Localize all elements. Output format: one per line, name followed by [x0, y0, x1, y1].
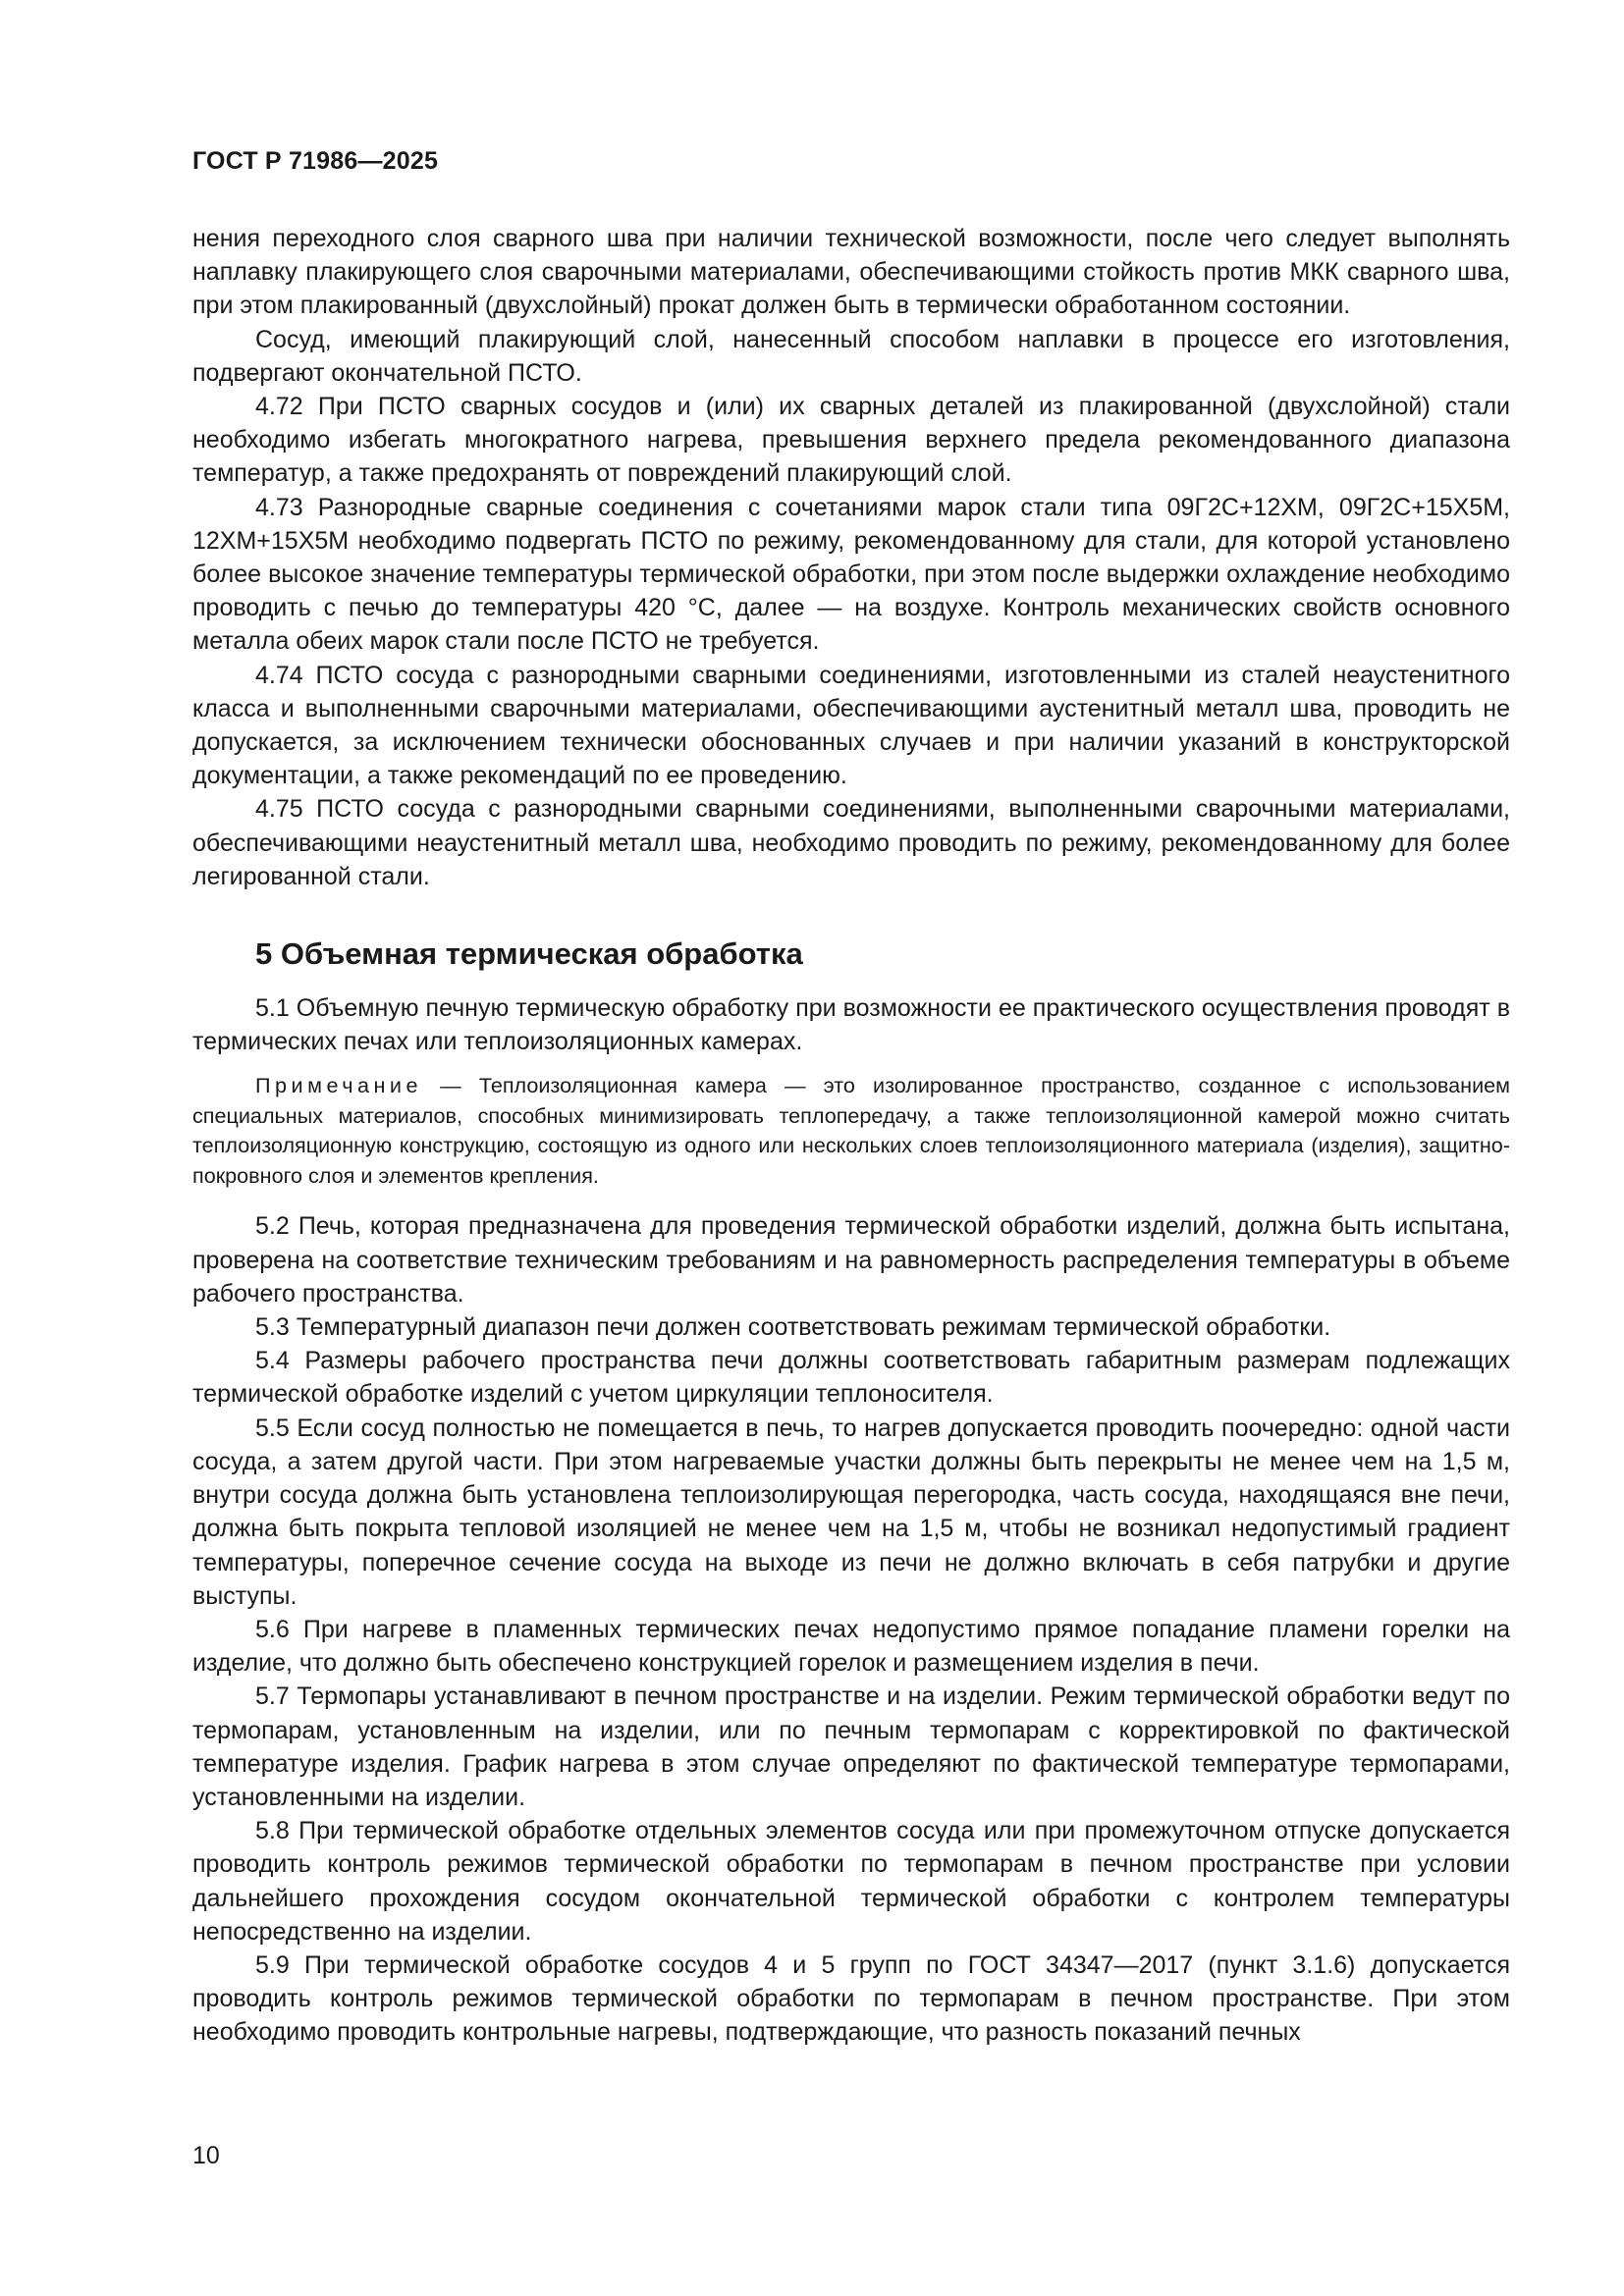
paragraph-5-9: 5.9 При термической обработке сосудов 4 и 5 групп по ГОСТ 34347—2017 (пункт 3.1.6) допускается проводить контроль режимов термической обработки по термопарам в печном пространстве. При этом необходимо проводить контрольные нагревы, подтверждающие, что разность показаний печных [192, 1950, 1510, 2047]
paragraph-4-73: 4.73 Разнородные сварные соединения с сочетаниями марок стали типа 09Г2С+12ХМ, 09Г2С+15Х5М, 12ХМ+15Х5М необходимо подвергать ПСТО по режиму, рекомендованному для стали, для которой установлено более высокое значение температуры термической обработки, при этом после выдержки охлаждение необходимо проводить с печью до температуры 420 °С, далее — на воздухе. Контроль механических свойств основного металла обеих марок стали после ПСТО не требуется. [192, 493, 1510, 656]
note-text: — Теплоизоляционная камера — это изолированное пространство, созданное с использованием специальных материалов, способных минимизировать теплопередачу, а также теплоизоляционной камерой можно считать теплоизоляционную конструкцию, состоящую из одного или нескольких слоев теплоизоляционного материала (изделия), защитно-покровного слоя и элементов крепления. [192, 1073, 1510, 1188]
paragraph-4-74: 4.74 ПСТО сосуда с разнородными сварными соединениями, изготовленными из сталей неаустенитного класса и выполненными сварочными материалами, обеспечивающими аустенитный металл шва, проводить не допускается, за исключением технически обоснованных случаев и при наличии указаний в конструкторской документации, а также рекомендаций по ее проведению. [192, 661, 1510, 790]
paragraph-5-5: 5.5 Если сосуд полностью не помещается в печь, то нагрев допускается проводить поочередно: одной части сосуда, а затем другой части. При этом нагреваемые участки должны быть перекрыты не менее чем на 1,5 м, внутри сосуда должна быть установлена теплоизолирующая перегородка, часть сосуда, находящаяся вне печи, должна быть покрыта тепловой изоляцией не менее чем на 1,5 м, чтобы не возникал недопустимый градиент температуры, поперечное сечение сосуда на выходе из печи не должно включать в себя патрубки и другие выступы. [192, 1414, 1510, 1610]
paragraph-4-75: 4.75 ПСТО сосуда с разнородными сварными соединениями, выполненными сварочными материалами, обеспечивающими неаустенитный металл шва, необходимо проводить по режиму, рекомендованному для более легированной стали. [192, 795, 1510, 890]
paragraph-continuation: нения переходного слоя сварного шва при наличии технической возможности, после чего следует выполнять наплавку плакирующего слоя сварочными материалами, обеспечивающими стойкость против МКК сварного шва, при этом плакированный (двухслойный) прокат должен быть в термически обработанном состоянии. [192, 225, 1510, 320]
paragraph-5-6: 5.6 При нагреве в пламенных термических печах недопустимо прямое попадание пламени горелки на изделие, что должно быть обеспечено конструкцией горелок и размещением изделия в печи. [192, 1615, 1510, 1678]
paragraph-5-4: 5.4 Размеры рабочего пространства печи должны соответствовать габаритным размерам подлежащих термической обработке изделий с учетом циркуляции теплоносителя. [192, 1347, 1510, 1409]
paragraph-5-3: 5.3 Температурный диапазон печи должен соответствовать режимам термической обработки. [255, 1313, 1331, 1342]
note-label: Примечание [255, 1073, 422, 1098]
note [192, 1071, 1510, 1191]
section-heading: 5 Объемная термическая обработка [255, 936, 803, 972]
paragraph-5-2: 5.2 Печь, которая предназначена для проведения термической обработки изделий, должна быть испытана, проверена на соответствие техническим требованиям и на равномерность распределения температуры в объеме рабочего пространства. [192, 1212, 1510, 1308]
document-header: ГОСТ Р 71986—2025 [192, 147, 439, 175]
paragraph-5-8: 5.8 При термической обработке отдельных элементов сосуда или при промежуточном отпуске допускается проводить контроль режимов термической обработки по термопарам в печном пространстве при условии дальнейшего прохождения сосудом окончательной термической обработки с контролем температуры непосредственно на изделии. [192, 1817, 1510, 1946]
paragraph-5-7: 5.7 Термопары устанавливают в печном пространстве и на изделии. Режим термической обработки ведут по термопарам, установленным на изделии, или по печным термопарам с корректировкой по фактической температуре изделия. График нагрева в этом случае определяют по фактической температуре термопарами, установленными на изделии. [192, 1682, 1510, 1811]
paragraph-5-1: 5.1 Объемную печную термическую обработку при возможности ее практического осуществления проводят в термических печах или теплоизоляционных камерах. [192, 994, 1510, 1056]
paragraph-4-72: 4.72 При ПСТО сварных сосудов и (или) их сварных деталей из плакированной (двухслойной) стали необходимо избегать многократного нагрева, превышения верхнего предела рекомендованного диапазона температур, а также предохранять от повреждений плакирующий слой. [192, 393, 1510, 488]
page-number: 10 [192, 2142, 220, 2169]
paragraph: Сосуд, имеющий плакирующий слой, нанесенный способом наплавки в процессе его изготовления, подвергают окончательной ПСТО. [192, 325, 1510, 387]
document-body [192, 222, 1510, 2050]
